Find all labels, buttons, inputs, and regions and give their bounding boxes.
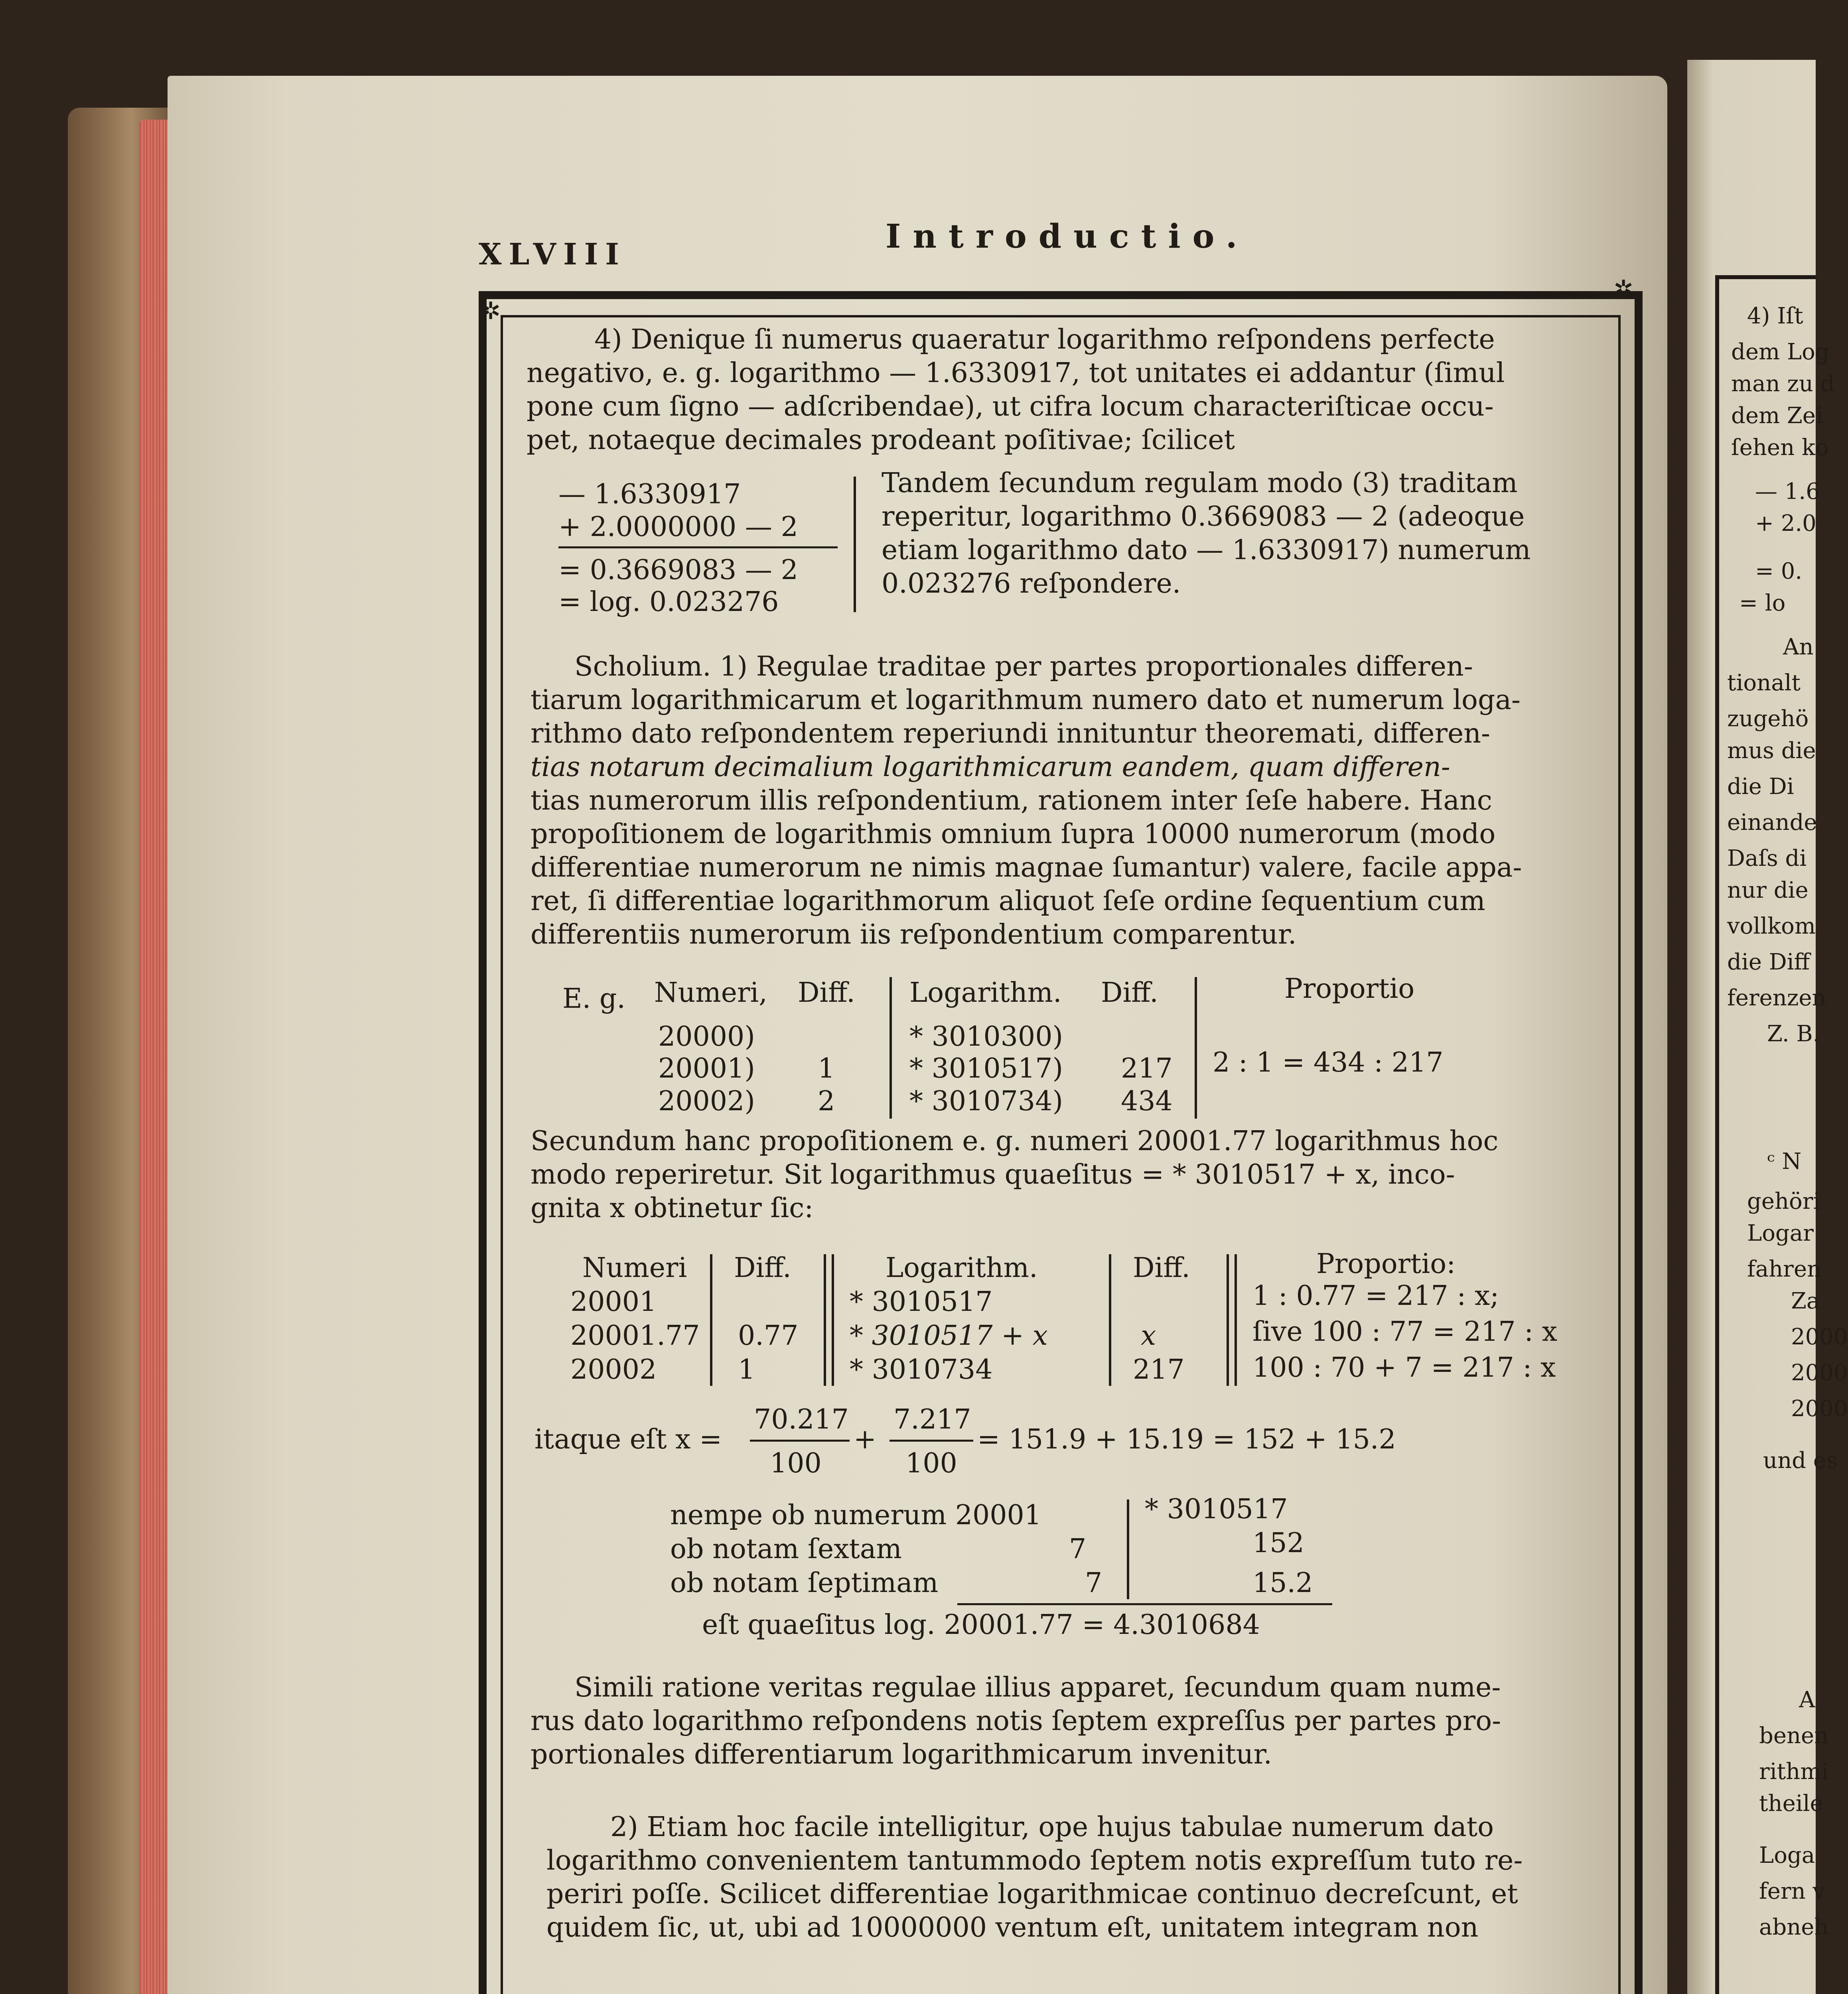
sum-rule xyxy=(957,1603,1332,1605)
text-fragment: Daſs di xyxy=(1727,845,1807,871)
calc-line: — 1.6330917 xyxy=(558,479,741,510)
text-fragment: rithmi xyxy=(1759,1759,1829,1785)
table-cell: * 3010734 xyxy=(850,1354,993,1385)
text-line: pone cum ſigno — adſcribendae), ut cifra locum characteriſticae occu- xyxy=(527,391,1494,422)
sum-cell: 7 xyxy=(1069,1533,1087,1565)
table-cell: 1 xyxy=(818,1053,835,1084)
table-header: Diff. xyxy=(798,977,855,1009)
text-fragment: einande xyxy=(1727,810,1817,835)
table-cell: 20001.77 xyxy=(570,1320,700,1352)
table-cell: 2 xyxy=(818,1086,835,1117)
table-header: Diff. xyxy=(734,1252,791,1284)
fraction-numerator: 7.217 xyxy=(893,1404,971,1435)
text-line: rus dato logarithmo reſpondens notis ſeptem expreſſus per partes pro- xyxy=(531,1705,1501,1737)
calc-line: = 0.3669083 — 2 xyxy=(558,554,798,586)
plus-sign: + xyxy=(854,1424,876,1455)
table-cell: 217 xyxy=(1133,1354,1185,1385)
table-cell: 434 xyxy=(1121,1086,1173,1117)
text-fragment: Z. B. xyxy=(1767,1021,1820,1047)
text-fragment: ſehen ko xyxy=(1731,435,1829,461)
sum-label: nempe ob numerum 20001 xyxy=(670,1499,1042,1531)
text-line: rithmo dato reſpondentem reperiundi innituntur theoremati, differen- xyxy=(531,718,1490,749)
running-title: Introductio. xyxy=(886,217,1249,256)
table-cell: * 3010300) xyxy=(909,1021,1063,1052)
table-header: Diff. xyxy=(1133,1252,1190,1284)
column-rule xyxy=(1227,1254,1229,1386)
column-rule xyxy=(824,1254,826,1386)
text-fragment: An xyxy=(1783,634,1814,660)
formula-prefix: itaque eſt x = xyxy=(534,1424,722,1455)
text-line: Simili ratione veritas regulae illius apparet, ſecundum quam nume- xyxy=(574,1672,1501,1703)
table-header: Logarithm. xyxy=(909,977,1062,1009)
text-line: tias notarum decimalium logarithmicarum eandem, quam differen- xyxy=(531,751,1450,783)
frame-corner-ornament: ✲ xyxy=(481,297,501,325)
fraction-denominator: 100 xyxy=(770,1448,822,1479)
column-rule xyxy=(889,977,892,1119)
column-rule xyxy=(1235,1254,1237,1386)
table-header: Numeri xyxy=(582,1252,687,1284)
table-header: Numeri, xyxy=(654,977,767,1009)
text-fragment: 2000 xyxy=(1791,1360,1848,1386)
text-line: tiarum logarithmicarum et logarithmum numero dato et numerum loga- xyxy=(531,684,1521,716)
text-line: portionales differentiarum logarithmicarum invenitur. xyxy=(531,1739,1272,1770)
text-line: pet, notaeque decimales prodeant poſitivae; ſcilicet xyxy=(527,424,1235,456)
text-line: Tandem ſecundum regulam modo (3) traditam xyxy=(882,467,1518,499)
text-fragment: A xyxy=(1799,1687,1815,1713)
text-fragment: man zu d xyxy=(1731,371,1835,397)
table-cell: 20000) xyxy=(658,1021,755,1052)
text-line: reperitur, logarithmo 0.3669083 — 2 (adeoque xyxy=(882,501,1525,532)
text-fragment: nur die xyxy=(1727,877,1809,903)
sum-cell: 152 xyxy=(1252,1527,1304,1559)
fraction-bar xyxy=(750,1440,850,1442)
table-cell: 100 : 70 + 7 = 217 : x xyxy=(1252,1352,1556,1383)
text-fragment: Logar xyxy=(1747,1220,1814,1246)
text-line: propoſitionem de logarithmis omnium ſupra 10000 numerorum (modo xyxy=(531,818,1496,850)
fraction-numerator: 70.217 xyxy=(754,1404,849,1435)
frame-corner-ornament: ✲ xyxy=(1613,275,1634,303)
column-rule xyxy=(832,1254,834,1386)
text-line: 0.023276 reſpondere. xyxy=(882,568,1181,599)
text-line: 4) Denique ſi numerus quaeratur logarithmo reſpondens perfecte xyxy=(594,324,1495,355)
calc-line: + 2.0000000 — 2 xyxy=(558,511,798,543)
table-cell: 1 xyxy=(738,1354,755,1385)
text-fragment: fern v xyxy=(1759,1878,1826,1904)
text-fragment: + 2.0 xyxy=(1755,510,1816,536)
table-cell: ſive 100 : 77 = 217 : x xyxy=(1252,1316,1558,1348)
text-line: Scholium. 1) Regulae traditae per partes proportionales differen- xyxy=(574,651,1473,682)
table-header: Proportio: xyxy=(1316,1248,1456,1280)
text-fragment: abneh xyxy=(1759,1914,1829,1940)
table-label: E. g. xyxy=(562,983,626,1015)
table-cell: 0.77 xyxy=(738,1320,799,1352)
sum-cell: 7 xyxy=(1085,1567,1102,1599)
calc-line: = log. 0.023276 xyxy=(558,586,779,618)
sum-cell: 15.2 xyxy=(1252,1567,1313,1599)
text-fragment: 2000 xyxy=(1791,1324,1848,1350)
table-cell: * 3010517) xyxy=(909,1053,1063,1084)
table-cell: 20001 xyxy=(570,1286,657,1318)
sum-label: ob notam ſeptimam xyxy=(670,1567,939,1599)
text-fragment: Loga xyxy=(1759,1842,1815,1868)
text-fragment: und es xyxy=(1763,1448,1838,1474)
text-fragment: = 0. xyxy=(1755,558,1803,584)
text-line: periri poſſe. Scilicet differentiae logarithmicae continuo decreſcunt, et xyxy=(546,1878,1518,1910)
text-fragment: dem Zei xyxy=(1731,403,1823,429)
table-header: Diff. xyxy=(1101,977,1158,1009)
text-fragment: dem Log xyxy=(1731,339,1830,365)
text-line: quidem ſic, ut, ubi ad 10000000 ventum eſt, unitatem integram non xyxy=(546,1912,1479,1943)
text-fragment: tionalt xyxy=(1727,670,1801,696)
table-cell: 20002 xyxy=(570,1354,657,1385)
text-fragment: mus die xyxy=(1727,738,1816,764)
formula-result: = 151.9 + 15.19 = 152 + 15.2 xyxy=(977,1424,1396,1455)
table-header: Proportio xyxy=(1284,973,1415,1005)
fraction-bar xyxy=(889,1440,973,1442)
sum-total: eſt quaeſitus log. 20001.77 = 4.3010684 xyxy=(702,1609,1260,1641)
text-line: tias numerorum illis reſpondentium, rationem inter ſeſe habere. Hanc xyxy=(531,785,1492,816)
text-fragment: ᶜ N xyxy=(1767,1149,1802,1174)
text-line: etiam logarithmo dato — 1.6330917) numerum xyxy=(882,534,1531,566)
fraction-denominator: 100 xyxy=(905,1448,957,1479)
text-line: differentiis numerorum iis reſpondentium comparentur. xyxy=(531,919,1297,950)
text-fragment: die Di xyxy=(1727,774,1794,800)
text-fragment: ferenzen xyxy=(1727,985,1826,1011)
table-cell: x xyxy=(1141,1320,1156,1352)
column-rule xyxy=(1127,1499,1129,1599)
column-rule xyxy=(1195,977,1197,1119)
text-fragment: benen xyxy=(1759,1723,1829,1749)
sum-cell: * 3010517 xyxy=(1145,1494,1288,1525)
text-line: negativo, e. g. logarithmo — 1.6330917, tot unitates ei addantur (ſimul xyxy=(527,357,1505,389)
text-fragment: Za xyxy=(1791,1288,1820,1314)
proportion: 2 : 1 = 434 : 217 xyxy=(1213,1047,1444,1078)
text-fragment: 4) Iſt xyxy=(1747,303,1803,329)
page-number: XLVIII xyxy=(479,237,626,272)
text-fragment: — 1.6 xyxy=(1755,479,1820,504)
column-rule xyxy=(1109,1254,1111,1386)
text-line: Secundum hanc propoſitionem e. g. numeri 20001.77 logarithmus hoc xyxy=(531,1125,1499,1157)
text-line: 2) Etiam hoc facile intelligitur, ope hujus tabulae numerum dato xyxy=(610,1811,1494,1843)
sum-label: ob notam ſextam xyxy=(670,1533,902,1565)
table-cell: 20002) xyxy=(658,1086,755,1117)
table-cell: 217 xyxy=(1121,1053,1173,1084)
text-fragment: = lo xyxy=(1739,590,1786,616)
text-fragment: 2000 xyxy=(1791,1396,1848,1422)
text-fragment: die Diff xyxy=(1727,949,1810,975)
table-cell: 1 : 0.77 = 217 : x; xyxy=(1252,1280,1499,1312)
text-line: modo reperiretur. Sit logarithmus quaeſitus = * 3010517 + x, inco- xyxy=(531,1159,1455,1190)
sum-rule xyxy=(558,546,838,548)
table-cell: * 3010517 xyxy=(850,1286,993,1318)
text-line: logarithmo convenientem tantummodo ſeptem notis expreſſum tuto re- xyxy=(546,1845,1523,1876)
text-line: differentiae numerorum ne nimis magnae ſumantur) valere, facile appa- xyxy=(531,852,1522,883)
column-rule xyxy=(854,477,856,612)
text-fragment: zugehö xyxy=(1727,706,1809,732)
text-fragment: vollkom xyxy=(1727,913,1816,939)
table-cell: * 3010517 + x xyxy=(850,1320,1048,1352)
text-line: gnita x obtinetur ſic: xyxy=(531,1192,814,1224)
table-cell: 20001) xyxy=(658,1053,755,1084)
text-fragment: gehöri xyxy=(1747,1188,1820,1214)
column-rule xyxy=(710,1254,712,1386)
table-cell: * 3010734) xyxy=(909,1086,1063,1117)
table-header: Logarithm. xyxy=(886,1252,1038,1284)
text-line: ret, ſi differentiae logarithmorum aliquot ſeſe ordine ſequentium cum xyxy=(531,885,1485,917)
text-fragment: fahren xyxy=(1747,1256,1822,1282)
text-fragment: theile xyxy=(1759,1791,1823,1817)
